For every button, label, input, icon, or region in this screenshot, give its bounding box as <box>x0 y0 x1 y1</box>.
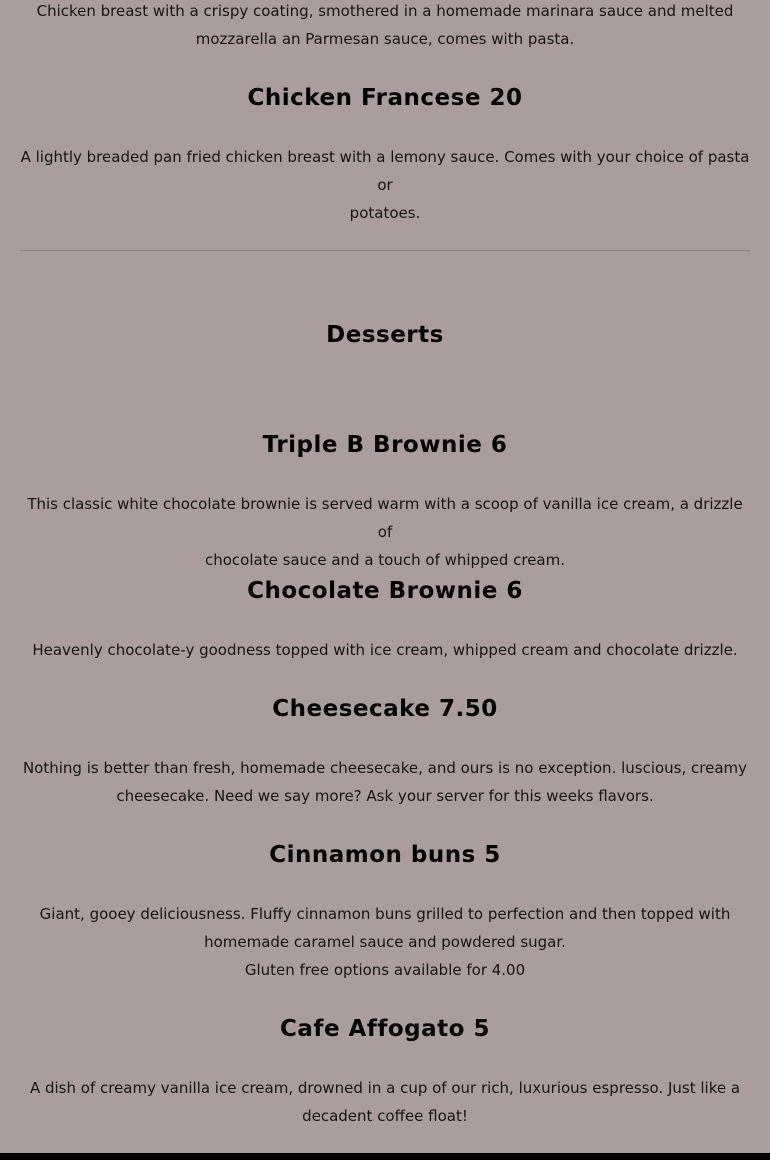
description-line: chocolate sauce and a touch of whipped cream. <box>205 551 565 569</box>
description-line: Chicken breast with a crispy coating, smothered in a homemade marinara sauce and melted <box>36 2 734 20</box>
chicken-francese-description <box>20 143 750 227</box>
cheesecake-description <box>20 754 750 810</box>
description-line: mozzarella an Parmesan sauce, comes with pasta. <box>195 30 575 48</box>
cafe-affogato-title: Cafe Affogato 5 <box>280 1016 490 1042</box>
description-line: homemade caramel sauce and powdered sugar. <box>204 933 566 951</box>
chocolate-brownie-title: Chocolate Brownie 6 <box>247 578 523 604</box>
cinnamon-buns-title: Cinnamon buns 5 <box>269 842 501 868</box>
chicken-parmesan-description <box>20 0 750 53</box>
chocolate-brownie-description <box>20 636 750 664</box>
footer-bar <box>0 1153 770 1160</box>
description-line: A dish of creamy vanilla ice cream, drowned in a cup of our rich, luxurious espresso. Just like a <box>29 1079 741 1097</box>
description-line: cheesecake. Need we say more? Ask your server for this weeks flavors. <box>116 787 654 805</box>
cinnamon-buns-description <box>20 900 750 984</box>
description-line: Giant, gooey deliciousness. Fluffy cinnamon buns grilled to perfection and then topped with <box>39 905 731 923</box>
description-line: This classic white chocolate brownie is served warm with a scoop of vanilla ice cream, a drizzle of <box>27 495 743 541</box>
triple-b-brownie-description <box>20 490 750 574</box>
description-line: Heavenly chocolate-y goodness topped with ice cream, whipped cream and chocolate drizzle. <box>32 641 738 659</box>
section-divider <box>20 250 750 251</box>
description-line: Gluten free options available for 4.00 <box>244 961 526 979</box>
cheesecake-title: Cheesecake 7.50 <box>272 696 498 722</box>
description-line: Nothing is better than fresh, homemade cheesecake, and ours is no exception. luscious, creamy <box>22 759 748 777</box>
description-line: potatoes. <box>349 204 421 222</box>
description-line: decadent coffee float! <box>302 1107 468 1125</box>
cafe-affogato-description <box>20 1074 750 1130</box>
chicken-francese-title: Chicken Francese 20 <box>247 85 523 111</box>
triple-b-brownie-title: Triple B Brownie 6 <box>262 432 508 458</box>
desserts-heading: Desserts <box>326 322 444 348</box>
description-line: A lightly breaded pan fried chicken breast with a lemony sauce. Comes with your choice of pasta or <box>20 148 750 194</box>
